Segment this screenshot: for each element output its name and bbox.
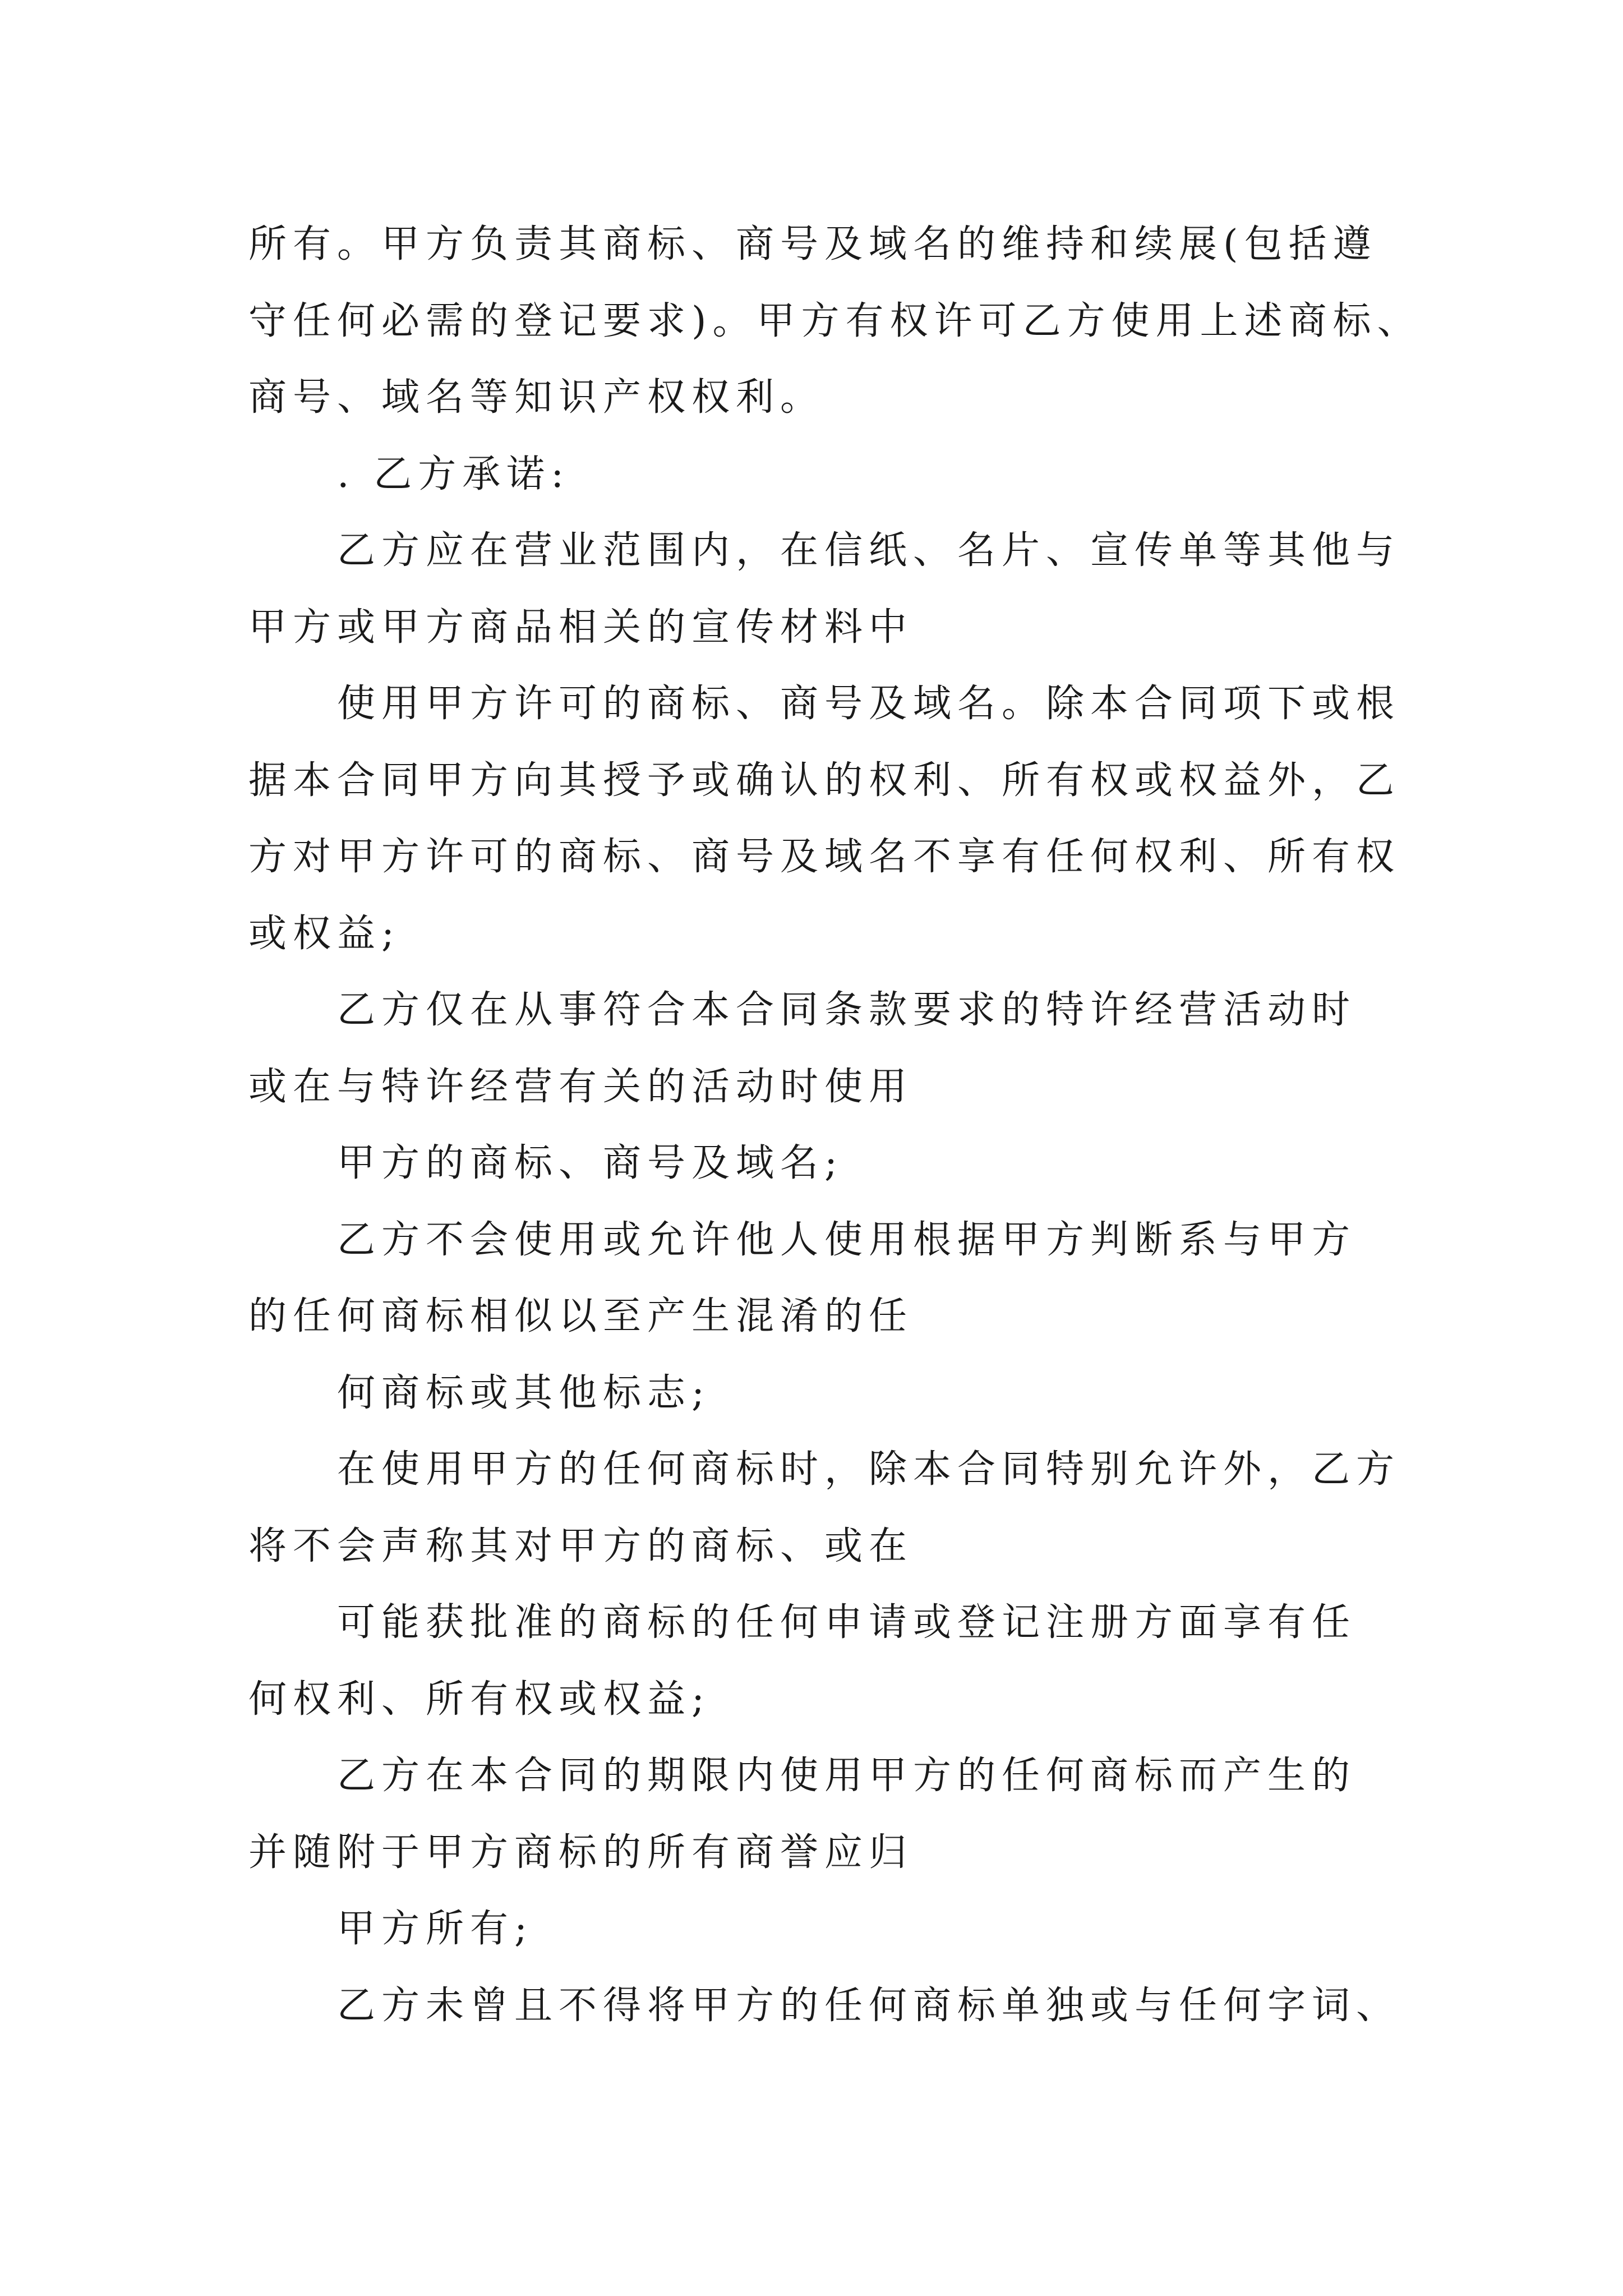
- text-line: 乙方仅在从事符合本合同条款要求的特许经营活动时: [337, 988, 1357, 1032]
- text-line: 或在与特许经营有关的活动时使用: [248, 1064, 914, 1109]
- document-body: [248, 206, 1426, 2044]
- text-line: 守任何必需的登记要求)。甲方有权许可乙方使用上述商标、: [248, 298, 1422, 343]
- text-line: . 乙方承诺:: [337, 452, 570, 496]
- text-line: 乙方应在营业范围内，在信纸、名片、宣传单等其他与: [337, 528, 1401, 573]
- text-line: 将不会声称其对甲方的商标、或在: [248, 1524, 914, 1568]
- text-line: 乙方未曾且不得将甲方的任何商标单独或与任何字词、: [337, 1983, 1401, 2028]
- text-line: 在使用甲方的任何商标时，除本合同特别允许外，乙方: [337, 1447, 1401, 1492]
- text-line: 可能获批准的商标的任何申请或登记注册方面享有任: [337, 1600, 1357, 1645]
- text-line: 甲方或甲方商品相关的宣传材料中: [248, 605, 914, 650]
- text-line: 所有。甲方负责其商标、商号及域名的维持和续展(包括遵: [248, 222, 1377, 266]
- text-line: 何商标或其他标志;: [337, 1370, 711, 1415]
- text-line: 据本合同甲方向其授予或确认的权利、所有权或权益外，乙: [248, 758, 1401, 803]
- text-line: 并随附于甲方商标的所有商誉应归: [248, 1830, 914, 1875]
- text-line: 何权利、所有权或权益;: [248, 1677, 711, 1722]
- text-line: 甲方的商标、商号及域名;: [337, 1141, 843, 1185]
- text-line: 乙方不会使用或允许他人使用根据甲方判断系与甲方: [337, 1217, 1357, 1262]
- text-line: 或权益;: [248, 911, 400, 956]
- text-line: 乙方在本合同的期限内使用甲方的任何商标而产生的: [337, 1754, 1357, 1798]
- text-line: 使用甲方许可的商标、商号及域名。除本合同项下或根: [337, 682, 1401, 726]
- text-line: 商号、域名等知识产权权利。: [248, 375, 825, 420]
- text-line: 甲方所有;: [337, 1907, 533, 1951]
- text-line: 的任何商标相似以至产生混淆的任: [248, 1294, 914, 1338]
- text-line: 方对甲方许可的商标、商号及域名不享有任何权利、所有权: [248, 835, 1401, 879]
